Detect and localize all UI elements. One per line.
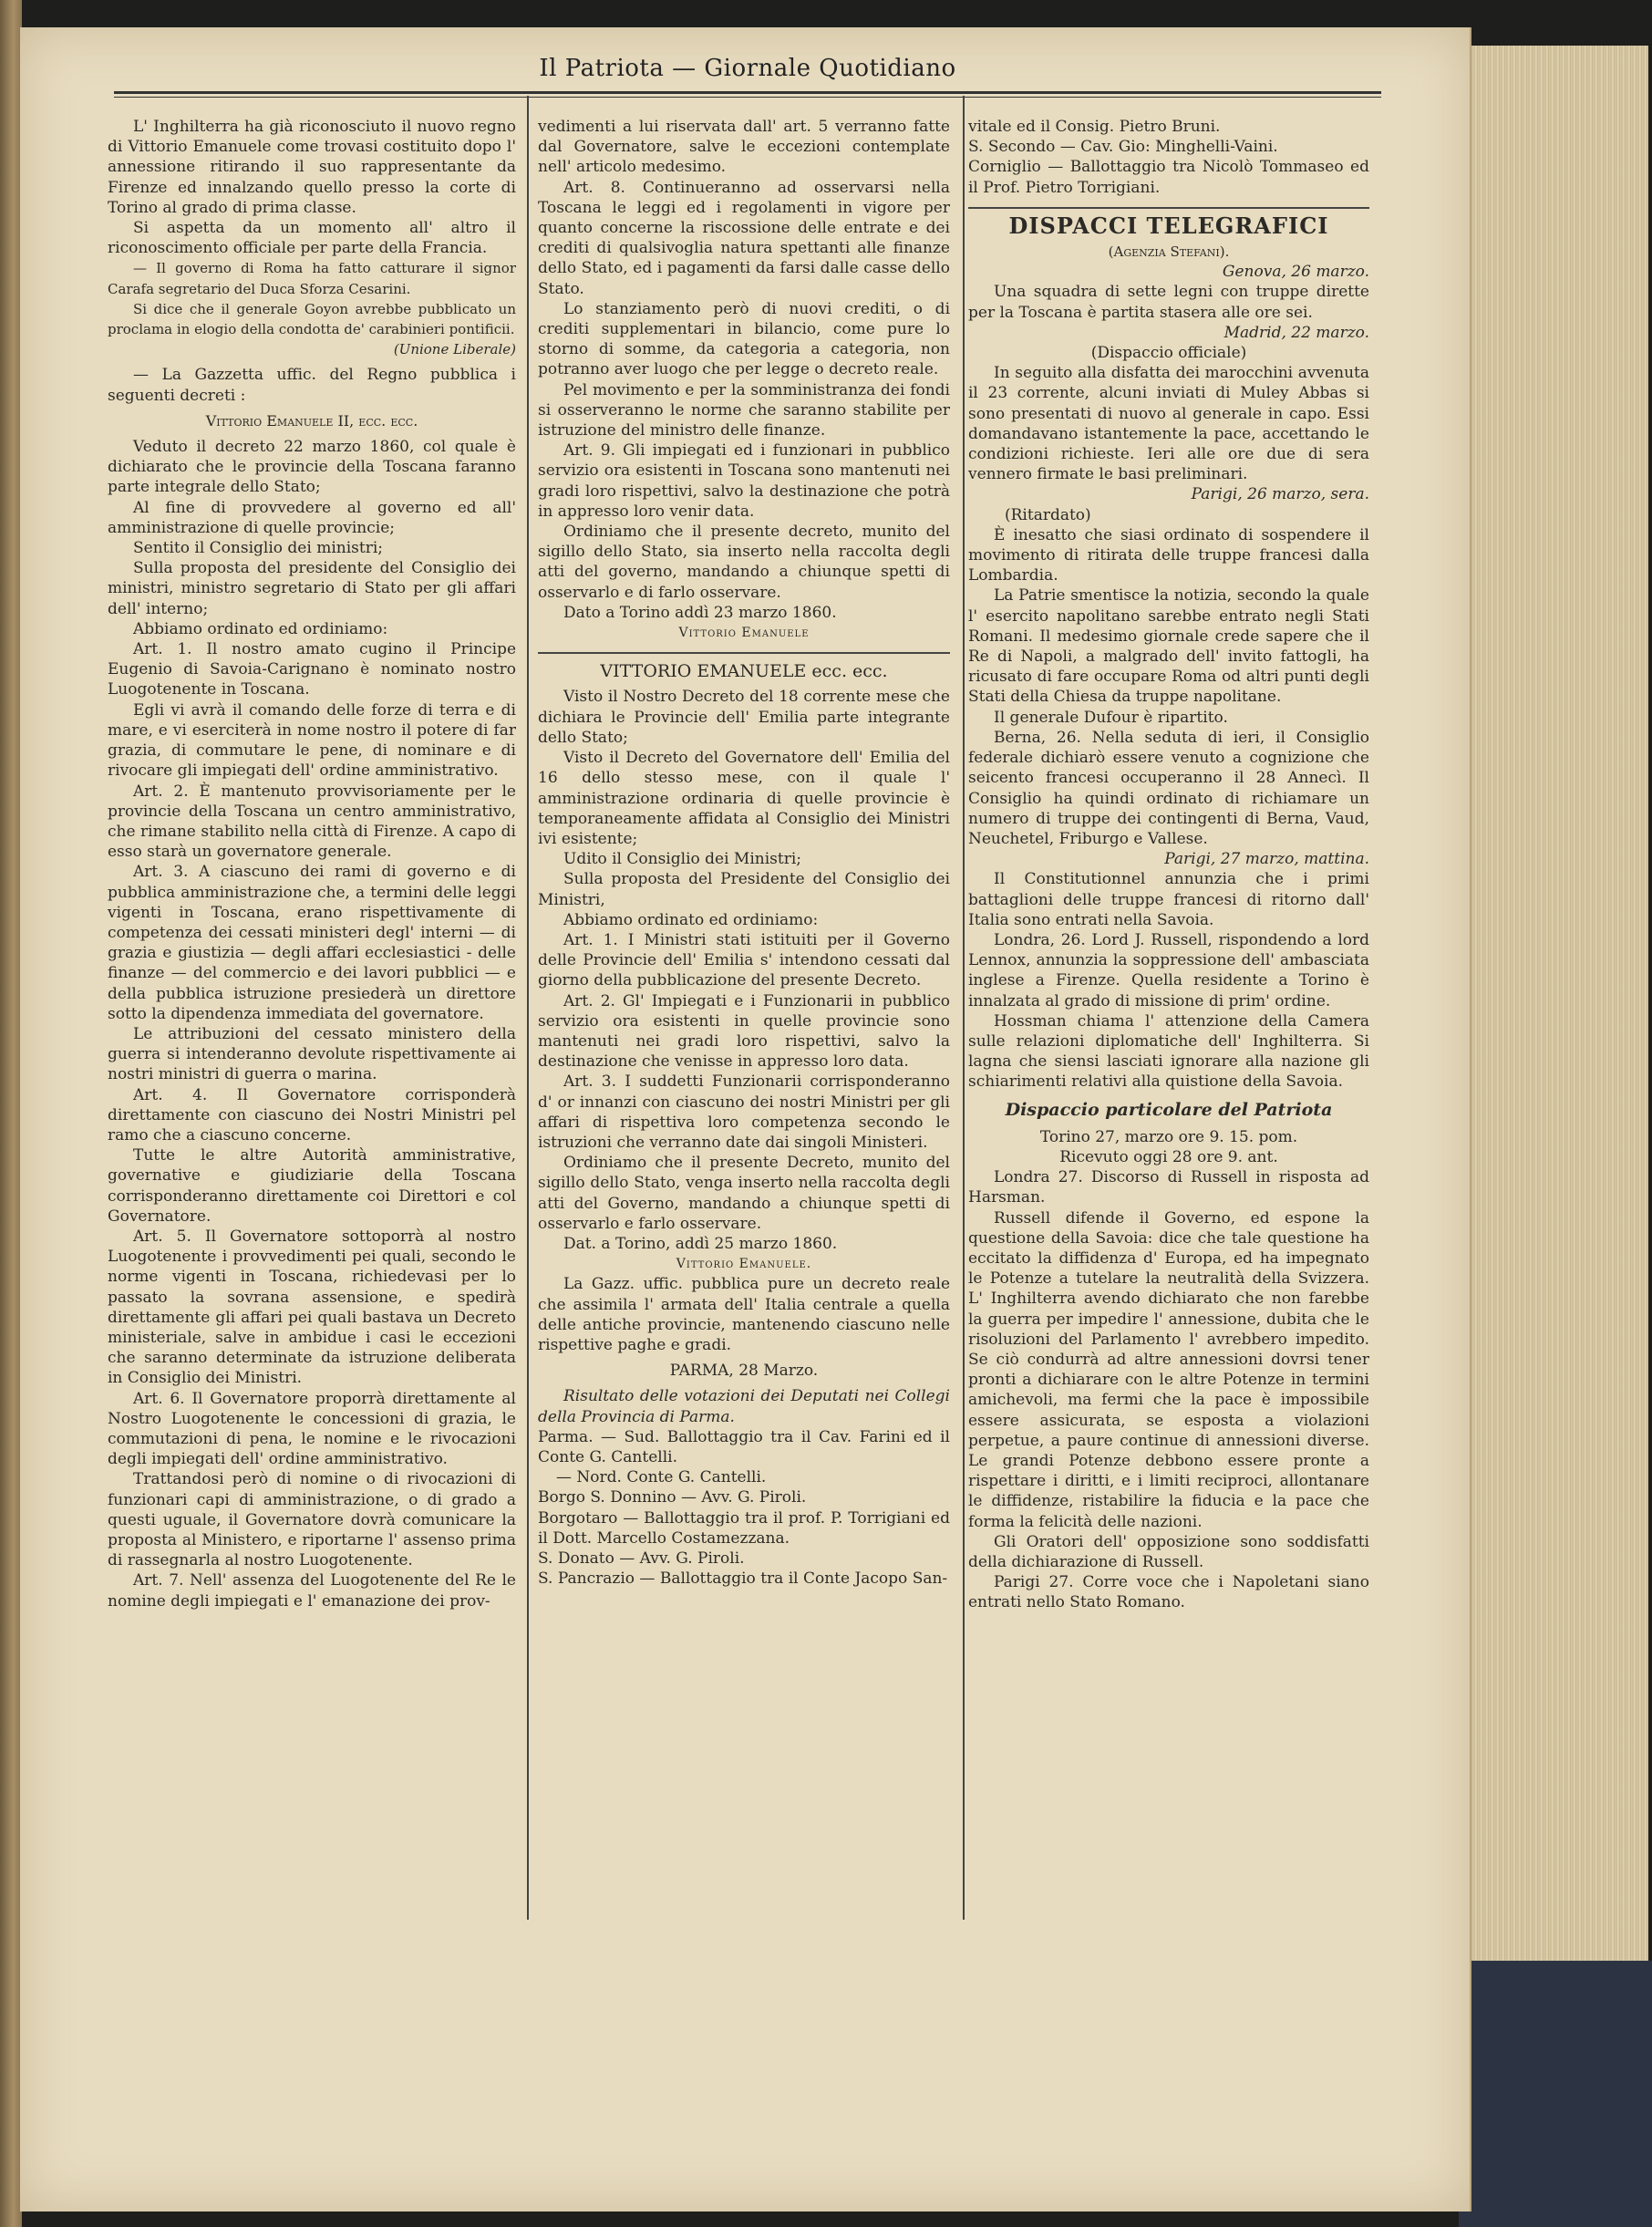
book-binding <box>0 0 22 2227</box>
masthead-rule <box>114 91 1381 94</box>
col1-paragraph: Tutte le altre Autorità amministrative, governative e giudiziarie della Toscana corrisponderanno direttamente coi Direttori e col Governatore. <box>108 1146 516 1226</box>
col2-signature: Vittorio Emanuele. <box>676 1257 812 1272</box>
col3-paragraph: Parigi 27. Corre voce che i Napoletani siano entrati nello Stato Romano. <box>968 1573 1369 1612</box>
col1-paragraph: Sentito il Consiglio dei ministri; <box>133 539 383 558</box>
col2-paragraph: Art. 2. Gl' Impiegati e i Funzionarii in pubblico servizio ora esistenti in quelle provincie sono mantenuti nei gradi loro rispettivi, salvo la destinazione che venisse in appresso loro data. <box>538 991 950 1072</box>
col1-paragraph: — Il governo di Roma ha fatto catturare il signor Carafa segretario del Duca Sforza Cesarini. <box>108 260 516 297</box>
col2-paragraph: Art. 3. I suddetti Funzionarii corrisponderanno d' or innanzi con ciascuno dei nostri Ministri per gli affari di rispettiva loro competenza secondo le istruzioni che verranno date dai singoli Ministeri. <box>538 1072 950 1152</box>
col3-dateline: Genova, 26 marzo. <box>1222 263 1369 282</box>
col1-paragraph: Egli vi avrà il comando delle forze di terra e di mare, e vi eserciterà in nome nostro il potere di far grazia, di commutare le pene, di nominare e di rivocare gli impiegati dell' ordine amministrativo. <box>108 700 516 781</box>
page-edges <box>1459 46 1648 2198</box>
col2-heading: VITTORIO EMANUELE ecc. ecc. <box>600 661 888 682</box>
col3-dateline: Parigi, 26 marzo, sera. <box>1191 485 1369 504</box>
col3-heading: Dispaccio particolare del Patriota <box>1005 1099 1333 1120</box>
col1-paragraph: Abbiamo ordinato ed ordiniamo: <box>133 619 388 638</box>
col1-paragraph: Art. 5. Il Governatore sottoporrà al nostro Luogotenente i provvedimenti pei quali, secondo le norme vigenti in Toscana, richiedevasi per lo passato la sovrana assensione, e spedirà direttamente gli affari pei quali bastava un Decreto ministeriale, salve in ambidue i casi le eccezioni che saranno determinate da istruzione deliberata in Consiglio dei Ministri. <box>108 1227 516 1388</box>
col2-paragraph: Abbiamo ordinato ed ordiniamo: <box>563 910 819 929</box>
col1-paragraph: Veduto il decreto 22 marzo 1860, col quale è dichiarato che le provincie della Toscana faranno parte integrale dello Stato; <box>108 438 516 497</box>
col2-signature: Vittorio Emanuele <box>678 626 810 641</box>
col3-paragraph: Torino 27, marzo ore 9. 15. pom. <box>1039 1127 1298 1146</box>
col1-paragraph: Si dice che il generale Goyon avrebbe pubblicato un proclama in elogio della condotta de' carabinieri pontificii. <box>108 300 516 338</box>
col2-paragraph: Ordiniamo che il presente Decreto, munito del sigillo dello Stato, venga inserto nella raccolta degli atti del Governo, mandando a chiunque spetti di osservarlo e farlo osservare. <box>538 1154 950 1233</box>
column-3 <box>968 117 1369 1613</box>
col1-paragraph: Art. 3. A ciascuno dei rami di governo e di pubblica amministrazione che, a termini delle leggi vigenti in Toscana, erano rispettivamente di competenza dei cessati ministeri degl' interni — di grazia e giustizia — degli affari ecclesiastici - delle finanze — del commercio e dei lavori pubblici — e della pubblica istruzione presiederà un direttore sotto la dipendenza immediata del governatore. <box>108 863 516 1023</box>
col2-paragraph: Dat. a Torino, addì 25 marzo 1860. <box>563 1234 838 1253</box>
col1-paragraph: Art. 7. Nell' assenza del Luogotenente del Re le nomine degli impiegati e l' emanazione dei prov- <box>108 1571 516 1611</box>
col3-paragraph: Londra, 26. Lord J. Russell, rispondendo a lord Lennox, annunzia la soppressione dell' ambasciata inglese a Firenze. Quella residente a Torino è innalzata al grado di missione di prim' ordine. <box>968 930 1369 1010</box>
col1-paragraph: Le attribuzioni del cessato ministero della guerra si intenderanno devolute rispettivamente ai nostri ministri di guerra o marina. <box>108 1024 516 1084</box>
col2-paragraph: Dato a Torino addì 23 marzo 1860. <box>563 603 837 622</box>
col1-paragraph: Si aspetta da un momento all' altro il riconoscimento officiale per parte della Francia. <box>108 219 516 258</box>
col2-election-result: Parma. — Sud. Ballottaggio tra il Cav. Farini ed il Conte G. Cantelli. <box>538 1427 950 1466</box>
col3-dateline: Madrid, 22 marzo. <box>1224 323 1369 342</box>
col1-paragraph: Trattandosi però di nomine o di rivocazioni di funzionari capi di amministrazione, o di grado a questi uguale, il Governatore dovrà comunicare la proposta al Ministero, e riportarne l' assenso prima di rassegnarla al nostro Luogotenente. <box>108 1470 516 1570</box>
col2-paragraph: Ordiniamo che il presente decreto, munito del sigillo dello Stato, sia inserto nella raccolta degli atti del governo, mandando a chiunque spetti di osservarlo e di farlo osservare. <box>538 523 950 602</box>
col3-paragraph: In seguito alla disfatta dei marocchini avvenuta il 23 corrente, alcuni inviati di Muley Abbas si sono presentati di nuovo al generale in capo. Essi domandavano istantemente la pace, accettando le condizioni richieste. Ieri alle ore due di sera vennero firmate le basi preliminari. <box>968 364 1369 484</box>
col2-paragraph: Art. 9. Gli impiegati ed i funzionari in pubblico servizio ora esistenti in Toscana sono mantenuti nei gradi loro rispettivi, salvo la destinazione che potrà in appresso loro venir data. <box>538 441 950 521</box>
col3-paragraph: Una squadra di sette legni con truppe dirette per la Toscana è partita stasera alle ore sei. <box>968 283 1369 322</box>
col3-paragraph: La Patrie smentisce la notizia, secondo la quale l' esercito napolitano sarebbe entrato negli Stati Romani. Il medesimo giornale crede sapere che il Re di Napoli, a malgrado dell' invito fattogli, ha ricusato di fare occupare Roma od altri punti degli Stati della Chiesa da truppe napolitane. <box>968 586 1369 707</box>
col2-paragraph: Lo stanziamento però di nuovi crediti, o di crediti supplementari in bilancio, come pure lo storno di somme, da categoria a categoria, non potranno aver luogo che per legge o decreto reale. <box>538 299 950 379</box>
col2-paragraph: Risultato delle votazioni dei Deputati nei Collegi della Provincia di Parma. <box>538 1387 950 1426</box>
col3-heading: DISPACCI TELEGRAFICI <box>1008 212 1329 239</box>
col2-paragraph: Sulla proposta del Presidente del Consiglio dei Ministri, <box>538 870 950 909</box>
col3-election-result: Corniglio — Ballottaggio tra Nicolò Tommaseo ed il Prof. Pietro Torrigiani. <box>968 158 1369 197</box>
col1-paragraph: Sulla proposta del presidente del Consiglio dei ministri, ministro segretario di Stato per gli affari dell' interno; <box>108 559 516 618</box>
col1-paragraph: Art. 6. Il Governatore proporrà direttamente al Nostro Luogotenente le concessioni di grazia, le commutazioni di pena, le nomine e le rivocazioni degli impiegati dell' ordine amministrativo. <box>108 1389 516 1469</box>
masthead-rule-thin <box>114 97 1381 98</box>
col2-paragraph: Udito il Consiglio dei Ministri; <box>563 850 802 869</box>
col3-election-result: S. Secondo — Cav. Gio: Minghelli-Vaini. <box>968 138 1278 157</box>
col3-paragraph: È inesatto che siasi ordinato di sospendere il movimento di ritirata delle truppe francesi dalla Lombardia. <box>968 525 1369 585</box>
section-rule <box>968 207 1369 209</box>
col3-paragraph: Berna, 26. Nella seduta di ieri, il Consiglio federale dichiarò essere venuto a cognizione che seicento francesi occuperanno il 28 Annecì. Il Consiglio ha quindi ordinato di richiamare un numero di truppe dei contingenti di Berna, Vaud, Neuchetel, Friburgo e Vallese. <box>968 728 1369 848</box>
col2-paragraph: Art. 1. I Ministri stati istituiti per il Governo delle Provincie dell' Emilia s' intendono cessati dal giorno della pubblicazione del presente Decreto. <box>538 930 950 990</box>
col3-paragraph: Il generale Dufour è ripartito. <box>994 708 1228 727</box>
col2-election-result: — Nord. Conte G. Cantelli. <box>556 1468 767 1487</box>
column-divider-2 <box>963 96 965 1920</box>
col1-heading: Vittorio Emanuele II, ecc. ecc. <box>205 411 418 430</box>
book-cover <box>1459 1961 1652 2227</box>
col2-paragraph: vedimenti a lui riservata dall' art. 5 verranno fatte dal Governatore, salve le eccezioni contemplate nell' articolo medesimo. <box>538 118 950 177</box>
col3-paragraph: Hossman chiama l' attenzione della Camera sulle relazioni diplomatiche dell' Inghilterra. Si lagna che siensi lasciati ignorare alla nazione gli schiarimenti relativi alla quistione della Savoia. <box>968 1011 1369 1092</box>
col1-paragraph: Art. 1. Il nostro amato cugino il Principe Eugenio di Savoia-Carignano è nominato nostro Luogotenente in Toscana. <box>108 640 516 699</box>
col2-heading: PARMA, 28 Marzo. <box>669 1362 819 1381</box>
col2-paragraph: Visto il Decreto del Governatore dell' Emilia del 16 dello stesso mese, con il quale l' amministrazione ordinaria di quelle provincie è temporaneamente affidata al Consiglio dei Ministri ivi esistente; <box>538 749 950 848</box>
col3-note: (Ritardato) <box>1005 505 1091 524</box>
col2-paragraph: La Gazz. uffic. pubblica pure un decreto reale che assimila l' armata dell' Italia centrale a quella delle antiche provincie, mantenendo ciascuno nelle rispettive paghe e gradi. <box>538 1275 950 1354</box>
column-2 <box>538 117 950 1589</box>
col3-dateline: Parigi, 27 marzo, mattina. <box>1164 850 1369 869</box>
masthead: Il Patriota — Giornale Quotidiano <box>539 55 956 82</box>
col2-election-result: Borgo S. Donnino — Avv. G. Piroli. <box>538 1488 807 1507</box>
col2-paragraph: Pel movimento e per la somministranza dei fondi si osserveranno le norme che saranno stabilite per istruzione del ministro delle finanze. <box>538 380 950 440</box>
col1-source: (Unione Liberale) <box>393 341 516 358</box>
col3-paragraph: Gli Oratori dell' opposizione sono soddisfatti della dichiarazione di Russell. <box>968 1532 1369 1572</box>
col3-election-result: vitale ed il Consig. Pietro Bruni. <box>968 118 1221 136</box>
col1-paragraph: Al fine di provvedere al governo ed all' amministrazione di quelle provincie; <box>108 498 516 537</box>
col2-election-result: S. Donato — Avv. G. Piroli. <box>538 1549 745 1569</box>
col1-paragraph: Art. 4. Il Governatore corrisponderà direttamente con ciascuno dei Nostri Ministri pel ramo che a ciascuno concerne. <box>108 1085 516 1145</box>
col3-paragraph: Londra 27. Discorso di Russell in risposta ad Harsman. <box>968 1168 1369 1207</box>
col2-paragraph: Art. 8. Continueranno ad osservarsi nella Toscana le leggi ed i regolamenti in vigore per quanto concerne la riscossione delle entrate e dei crediti di qualsivoglia natura spettanti alle finanze dello Stato, ed i pagamenti da farsi dalle casse dello Stato. <box>538 178 950 298</box>
col1-paragraph: — La Gazzetta uffic. del Regno pubblica i seguenti decreti : <box>108 366 516 405</box>
col2-paragraph: Visto il Nostro Decreto del 18 corrente mese che dichiara le Provincie dell' Emilia parte integrante dello Stato; <box>538 688 950 747</box>
col3-note: (Dispaccio officiale) <box>1090 344 1247 363</box>
col1-paragraph: L' Inghilterra ha già riconosciuto il nuovo regno di Vittorio Emanuele come trovasi costituito dopo l' annessione ritirando il suo rappresentante da Firenze ed innalzando quello presso la corte di Torino al grado di prima classe. <box>108 118 516 217</box>
col3-paragraph: Il Constitutionnel annunzia che i primi battaglioni delle truppe francesi di ritorno dall' Italia sono entrati nella Savoia. <box>968 870 1369 929</box>
col3-paragraph: Ricevuto oggi 28 ore 9. ant. <box>1059 1147 1278 1166</box>
col3-paragraph: Russell difende il Governo, ed espone la questione della Savoia: dice che tale questione ha eccitato la diffidenza d' Europa, ed ha impegnato le Potenze a tutelare la neutralità della Svizzera. L' Inghilterra avendo dichiarato che non farebbe la guerra per impedire l' annessione, dubita che le risoluzioni del Parlamento l' avrebbero impedito. Se ciò condurrà ad altre annessioni dovrsi tener pronti a dichiarare con le altre Potenze in termini amichevoli, ma fermi che la pace è impossibile essere assicurata, se esposta a violazioni perpetue, a paure continue di annessioni diverse. Le grandi Potenze debbono essere pronte a rispettare i diritti, e i limiti reciproci, allontanare le diffidenze, ristabilire la fiducia e la pace che forma la felicità delle nazioni. <box>968 1208 1369 1531</box>
col2-election-result: Borgotaro — Ballottaggio tra il prof. P. Torrigiani ed il Dott. Marcello Costamezzana. <box>538 1508 950 1548</box>
section-rule <box>538 652 950 654</box>
column-divider-1 <box>527 96 529 1920</box>
col2-election-result: S. Pancrazio — Ballottaggio tra il Conte Jacopo San- <box>538 1569 948 1589</box>
col3-subheading: (Agenzia Stefani). <box>1108 243 1230 261</box>
col1-paragraph: Art. 2. È mantenuto provvisoriamente per le provincie della Toscana un centro amministrativo, che rimane stabilito nella città di Firenze. A capo di esso starà un governatore generale. <box>108 782 516 862</box>
column-1 <box>108 117 516 1611</box>
